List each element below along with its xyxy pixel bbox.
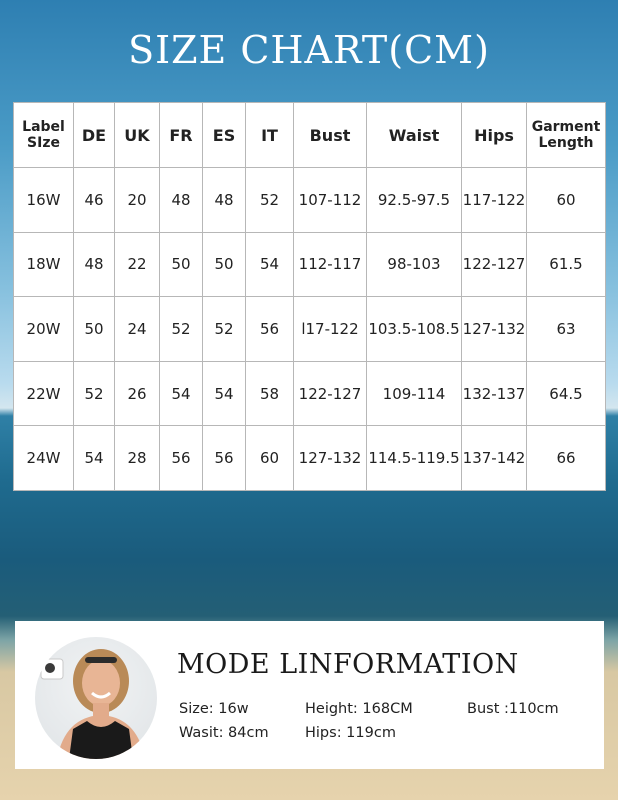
cell: 60 — [527, 168, 606, 233]
cell: 64.5 — [527, 361, 606, 426]
header-es: ES — [203, 103, 246, 168]
cell: 127-132 — [294, 426, 367, 491]
model-avatar — [35, 637, 157, 759]
header-label-size — [14, 103, 74, 168]
header-de: DE — [74, 103, 115, 168]
cell: 50 — [74, 297, 115, 362]
header-uk: UK — [115, 103, 160, 168]
cell: 20W — [14, 297, 74, 362]
cell: 112-117 — [294, 232, 367, 297]
cell: 132-137 — [462, 361, 527, 426]
cell: 137-142 — [462, 426, 527, 491]
cell: 52 — [246, 168, 294, 233]
cell: l17-122 — [294, 297, 367, 362]
header-text: Label — [22, 119, 65, 135]
cell: 56 — [246, 297, 294, 362]
header-text: Garment — [531, 119, 601, 135]
header-garment-length — [527, 103, 606, 168]
cell: 56 — [160, 426, 203, 491]
cell: 66 — [527, 426, 606, 491]
cell: 61.5 — [527, 232, 606, 297]
cell: 20 — [115, 168, 160, 233]
cell: 52 — [203, 297, 246, 362]
model-hips: Hips: 119cm — [305, 725, 396, 741]
cell: 117-122 — [462, 168, 527, 233]
cell: 122-127 — [294, 361, 367, 426]
table-row — [14, 297, 606, 362]
cell: 92.5-97.5 — [367, 168, 462, 233]
cell: 46 — [74, 168, 115, 233]
cell: 114.5-119.5 — [367, 426, 462, 491]
cell: 122-127 — [462, 232, 527, 297]
cell: 56 — [203, 426, 246, 491]
cell: 22 — [115, 232, 160, 297]
table-row — [14, 168, 606, 233]
header-bust: Bust — [294, 103, 367, 168]
model-info-card — [15, 621, 604, 769]
cell: 52 — [160, 297, 203, 362]
cell: 54 — [203, 361, 246, 426]
cell: 54 — [74, 426, 115, 491]
cell: 54 — [246, 232, 294, 297]
header-fr: FR — [160, 103, 203, 168]
cell: 22W — [14, 361, 74, 426]
cell: 58 — [246, 361, 294, 426]
header-text: SIze — [27, 135, 60, 151]
header-waist: Waist — [367, 103, 462, 168]
header-row — [14, 103, 606, 168]
cell: 50 — [203, 232, 246, 297]
cell: 52 — [74, 361, 115, 426]
cell: 98-103 — [367, 232, 462, 297]
model-size: Size: 16w — [179, 701, 249, 717]
header-text: Length — [538, 135, 594, 151]
cell: 48 — [160, 168, 203, 233]
cell: 26 — [115, 361, 160, 426]
page-title: SIZE CHART(CM) — [128, 28, 490, 72]
cell: 109-114 — [367, 361, 462, 426]
table-row — [14, 232, 606, 297]
cell: 107-112 — [294, 168, 367, 233]
size-chart-table — [13, 102, 606, 491]
table-row — [14, 426, 606, 491]
cell: 28 — [115, 426, 160, 491]
cell: 16W — [14, 168, 74, 233]
model-info-title: MODE LINFORMATION — [177, 649, 519, 680]
cell: 103.5-108.5 — [367, 297, 462, 362]
cell: 24 — [115, 297, 160, 362]
cell: 63 — [527, 297, 606, 362]
model-bust: Bust :110cm — [467, 701, 559, 717]
header-it: IT — [246, 103, 294, 168]
cell: 50 — [160, 232, 203, 297]
cell: 18W — [14, 232, 74, 297]
model-height: Height: 168CM — [305, 701, 413, 717]
cell: 60 — [246, 426, 294, 491]
cell: 127-132 — [462, 297, 527, 362]
cell: 54 — [160, 361, 203, 426]
model-waist: Wasit: 84cm — [179, 725, 269, 741]
model-photo-icon — [35, 637, 157, 759]
cell: 48 — [203, 168, 246, 233]
table-row — [14, 361, 606, 426]
cell: 48 — [74, 232, 115, 297]
cell: 24W — [14, 426, 74, 491]
header-hips: Hips — [462, 103, 527, 168]
